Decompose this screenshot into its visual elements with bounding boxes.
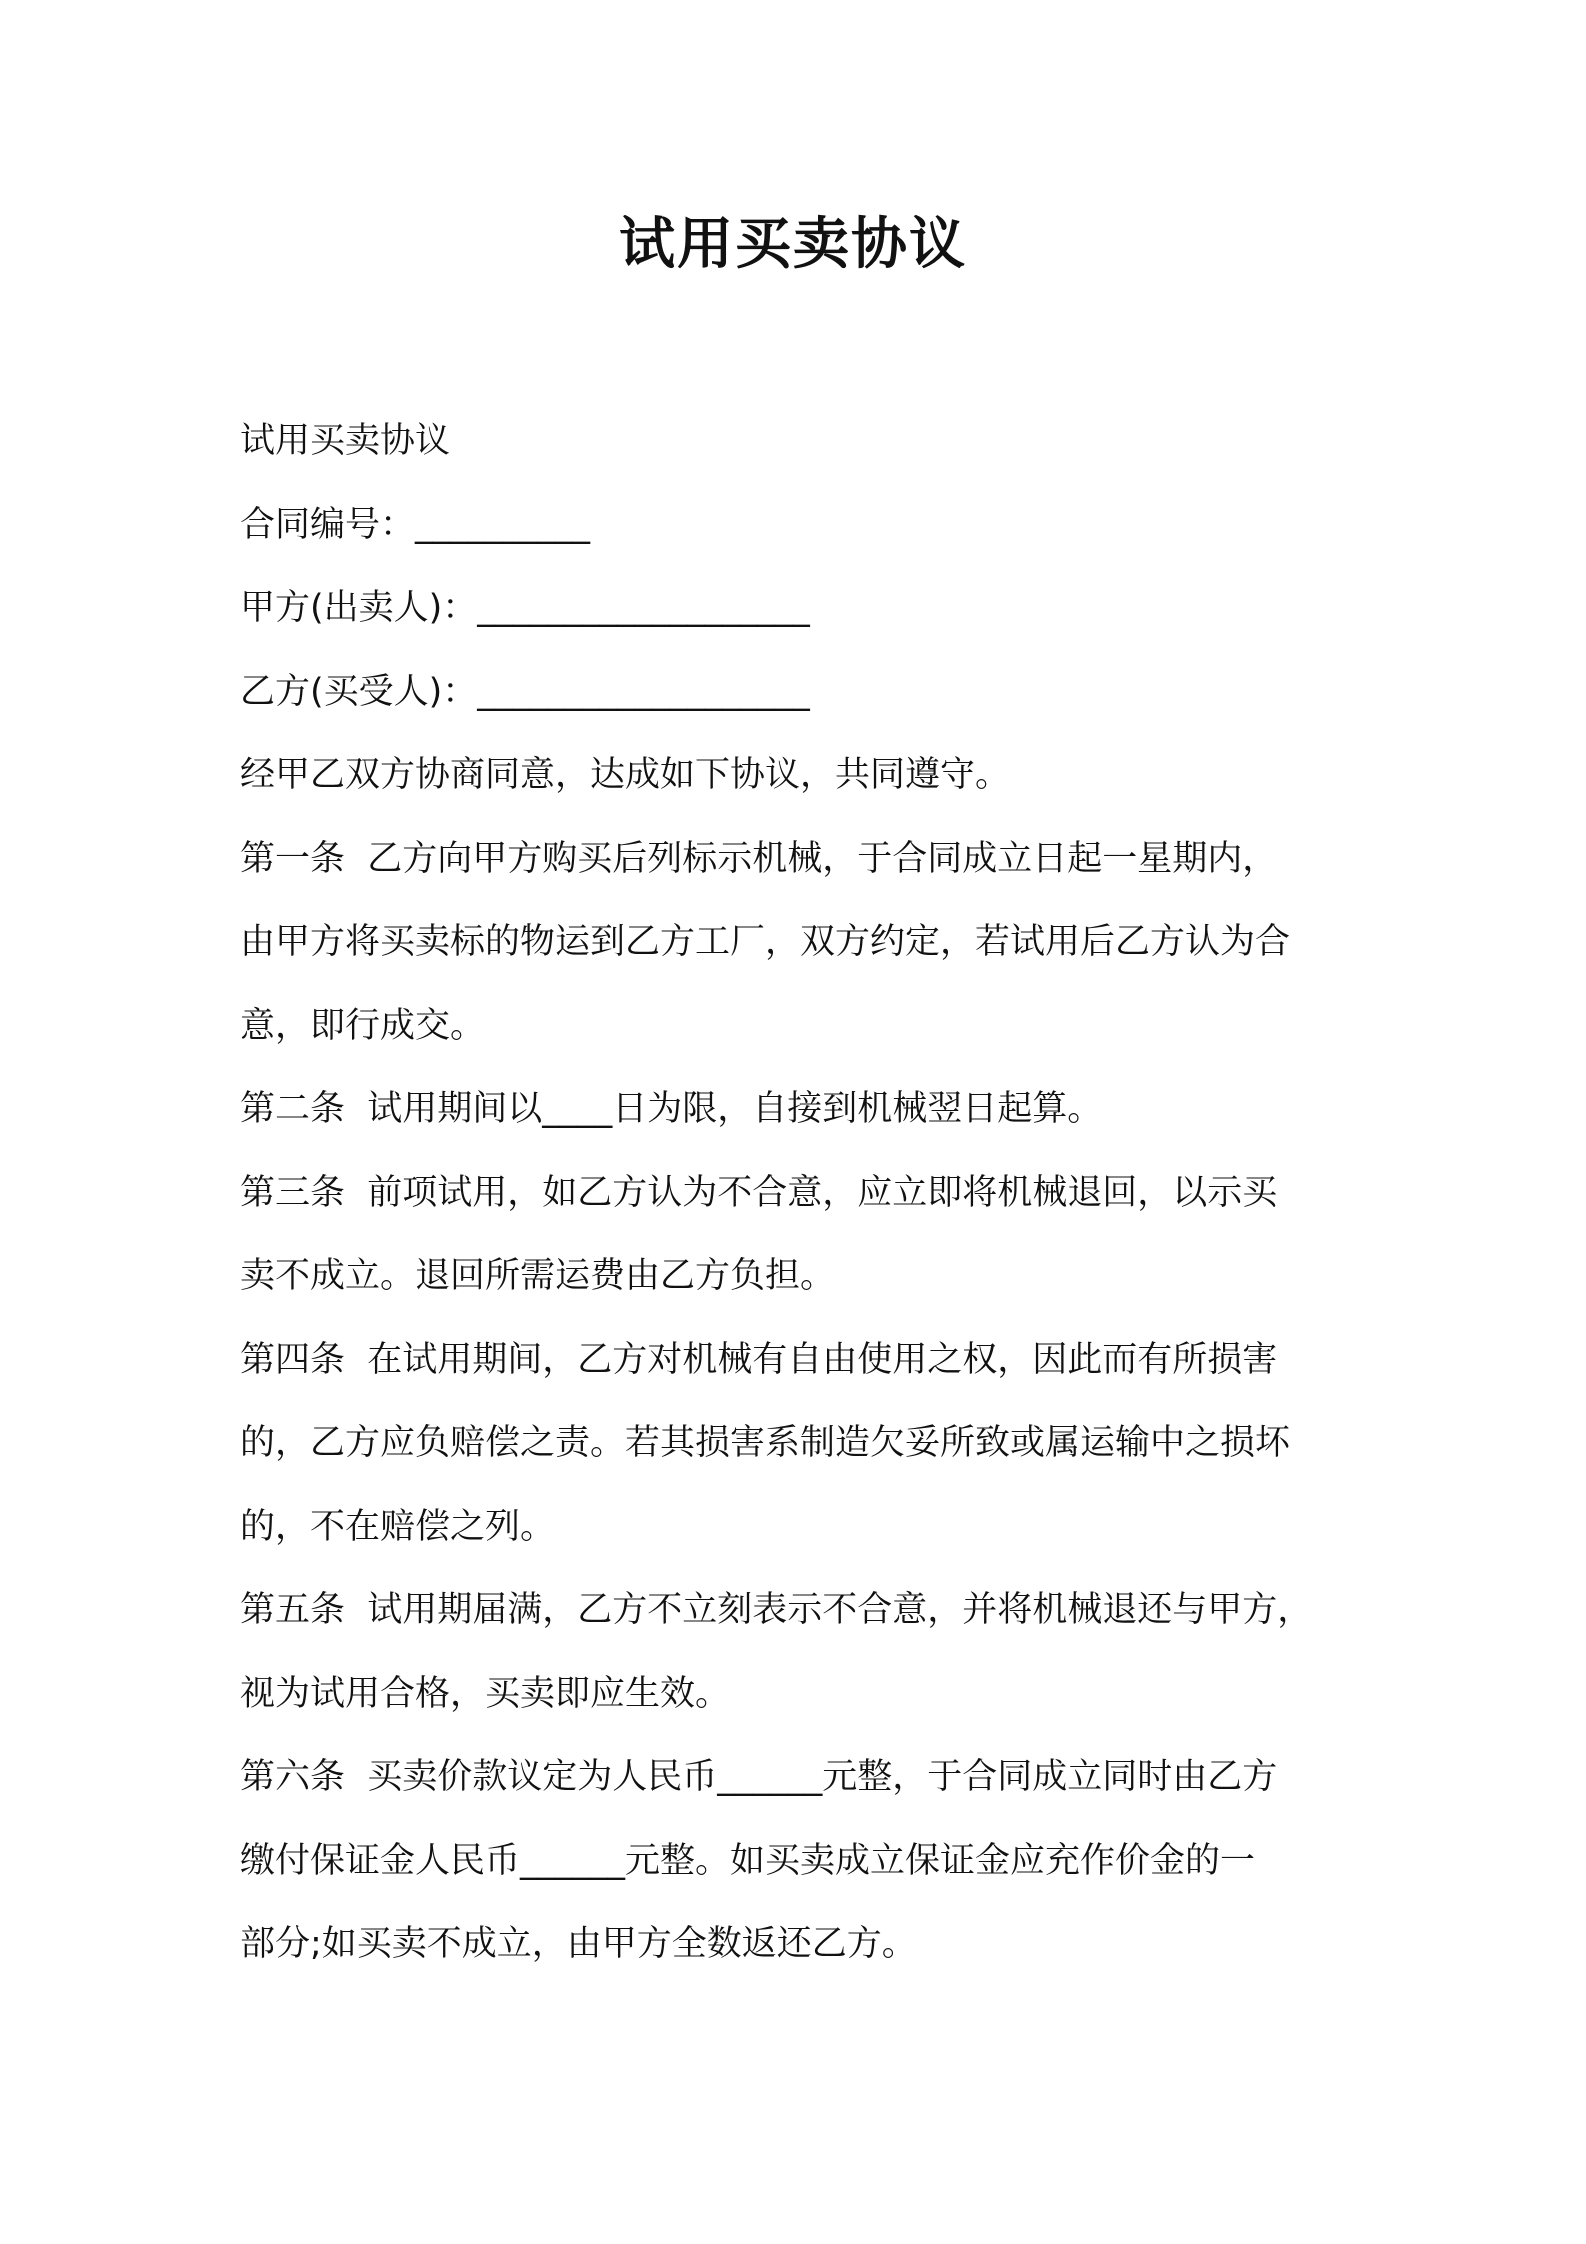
clause-5	[240, 1569, 1370, 1736]
clause-line: 第五条 试用期届满，乙方不立刻表示不合意，并将机械退还与甲方，	[240, 1590, 1313, 1630]
clause-line: 由甲方将买卖标的物运到乙方工厂，双方约定，若试用后乙方认为合	[240, 922, 1291, 962]
clause-2	[240, 1068, 1370, 1152]
contract-number-line: 合同编号：__________	[240, 504, 591, 545]
clause-line: 的，乙方应负赔偿之责。若其损害系制造欠妥所致或属运输中之损坏	[240, 1423, 1291, 1463]
clause-line: 视为试用合格，买卖即应生效。	[240, 1673, 731, 1714]
document-body	[240, 400, 1370, 1987]
clause-line: 第六条 买卖价款议定为人民币______元整，于合同成立同时由乙方	[240, 1757, 1278, 1797]
clause-line: 的，不在赔偿之列。	[240, 1506, 556, 1547]
clause-line: 部分;如买卖不成立，由甲方全数返还乙方。	[240, 1924, 917, 1964]
clause-line: 第四条 在试用期间，乙方对机械有自由使用之权，因此而有所损害	[240, 1339, 1278, 1380]
clause-line: 第三条 前项试用，如乙方认为不合意，应立即将机械退回，以示买	[240, 1172, 1278, 1213]
clause-line: 卖不成立。退回所需运费由乙方负担。	[240, 1256, 836, 1296]
party-b-line: 乙方(买受人)：___________________	[240, 671, 810, 712]
intro-paragraph: 经甲乙双方协商同意，达成如下协议，共同遵守。	[240, 755, 1011, 795]
clause-line: 第一条 乙方向甲方购买后列标示机械，于合同成立日起一星期内，	[240, 838, 1278, 879]
clause-line: 意，即行成交。	[240, 1005, 486, 1046]
clause-3	[240, 1152, 1370, 1319]
party-a-line: 甲方(出卖人)：___________________	[240, 588, 810, 628]
clause-line: 第二条 试用期间以____日为限，自接到机械翌日起算。	[240, 1089, 1103, 1129]
clause-6	[240, 1736, 1370, 1987]
clause-1	[240, 818, 1370, 1069]
clause-4	[240, 1319, 1370, 1570]
clause-line: 缴付保证金人民币______元整。如买卖成立保证金应充作价金的一	[240, 1840, 1256, 1881]
document-title: 试用买卖协议	[619, 212, 967, 277]
document-subtitle: 试用买卖协议	[240, 421, 451, 461]
